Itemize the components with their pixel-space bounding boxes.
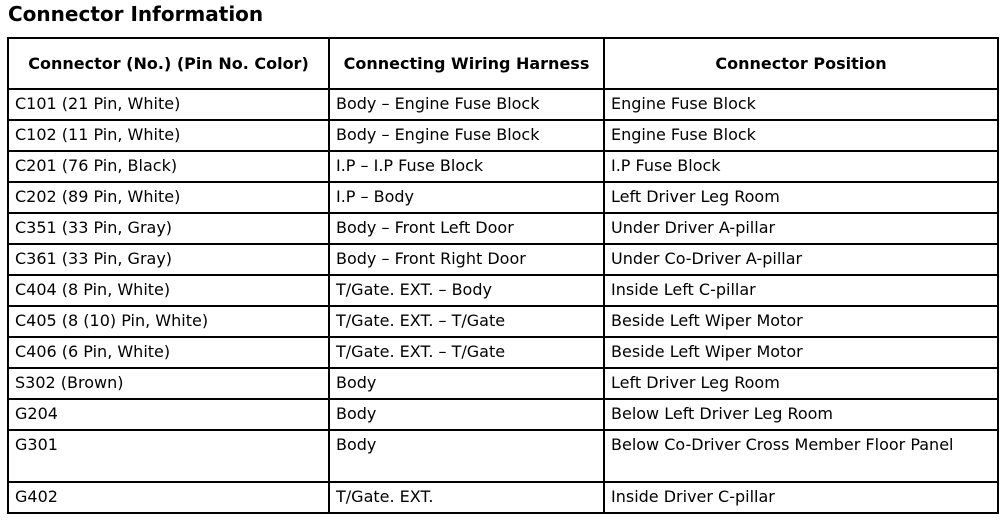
table-row (8, 213, 998, 244)
table-row (8, 275, 998, 306)
connector-information-table (7, 37, 999, 514)
table-row (8, 399, 998, 430)
cell-position: Engine Fuse Block (604, 89, 998, 120)
page-title: Connector Information (8, 2, 264, 26)
cell-connector: C351 (33 Pin, Gray) (8, 213, 329, 244)
table-row (8, 306, 998, 337)
cell-connector: C101 (21 Pin, White) (8, 89, 329, 120)
cell-position: Inside Left C-pillar (604, 275, 998, 306)
cell-position: Beside Left Wiper Motor (604, 306, 998, 337)
header-connector-position: Connector Position (604, 38, 998, 89)
cell-harness: Body – Engine Fuse Block (329, 120, 604, 151)
cell-connector: S302 (Brown) (8, 368, 329, 399)
cell-harness: Body (329, 399, 604, 430)
cell-connector: C406 (6 Pin, White) (8, 337, 329, 368)
cell-position: Under Driver A-pillar (604, 213, 998, 244)
cell-position: Left Driver Leg Room (604, 182, 998, 213)
table-header-row (8, 38, 998, 89)
table-row (8, 151, 998, 182)
cell-harness: Body – Front Left Door (329, 213, 604, 244)
cell-position: Under Co-Driver A-pillar (604, 244, 998, 275)
table-row (8, 430, 998, 482)
cell-connector: C404 (8 Pin, White) (8, 275, 329, 306)
table-row (8, 120, 998, 151)
cell-harness: Body (329, 430, 604, 482)
cell-harness: Body (329, 368, 604, 399)
cell-connector: C361 (33 Pin, Gray) (8, 244, 329, 275)
cell-connector: C202 (89 Pin, White) (8, 182, 329, 213)
cell-position: I.P Fuse Block (604, 151, 998, 182)
cell-position: Below Left Driver Leg Room (604, 399, 998, 430)
cell-connector: G402 (8, 482, 329, 513)
cell-harness: T/Gate. EXT. – T/Gate (329, 306, 604, 337)
table-row (8, 482, 998, 513)
cell-connector: C201 (76 Pin, Black) (8, 151, 329, 182)
cell-position: Left Driver Leg Room (604, 368, 998, 399)
cell-position: Beside Left Wiper Motor (604, 337, 998, 368)
cell-connector: G204 (8, 399, 329, 430)
cell-position: Inside Driver C-pillar (604, 482, 998, 513)
cell-harness: T/Gate. EXT. – T/Gate (329, 337, 604, 368)
table-row (8, 89, 998, 120)
cell-connector: C102 (11 Pin, White) (8, 120, 329, 151)
table-row (8, 244, 998, 275)
table-row (8, 337, 998, 368)
cell-position: Below Co-Driver Cross Member Floor Panel (604, 430, 998, 482)
cell-connector: G301 (8, 430, 329, 482)
cell-harness: Body – Engine Fuse Block (329, 89, 604, 120)
table-row (8, 368, 998, 399)
cell-harness: T/Gate. EXT. – Body (329, 275, 604, 306)
cell-position: Engine Fuse Block (604, 120, 998, 151)
cell-harness: Body – Front Right Door (329, 244, 604, 275)
cell-harness: I.P – I.P Fuse Block (329, 151, 604, 182)
cell-harness: I.P – Body (329, 182, 604, 213)
header-connector: Connector (No.) (Pin No. Color) (8, 38, 329, 89)
cell-harness: T/Gate. EXT. (329, 482, 604, 513)
header-wiring-harness: Connecting Wiring Harness (329, 38, 604, 89)
cell-connector: C405 (8 (10) Pin, White) (8, 306, 329, 337)
table-row (8, 182, 998, 213)
